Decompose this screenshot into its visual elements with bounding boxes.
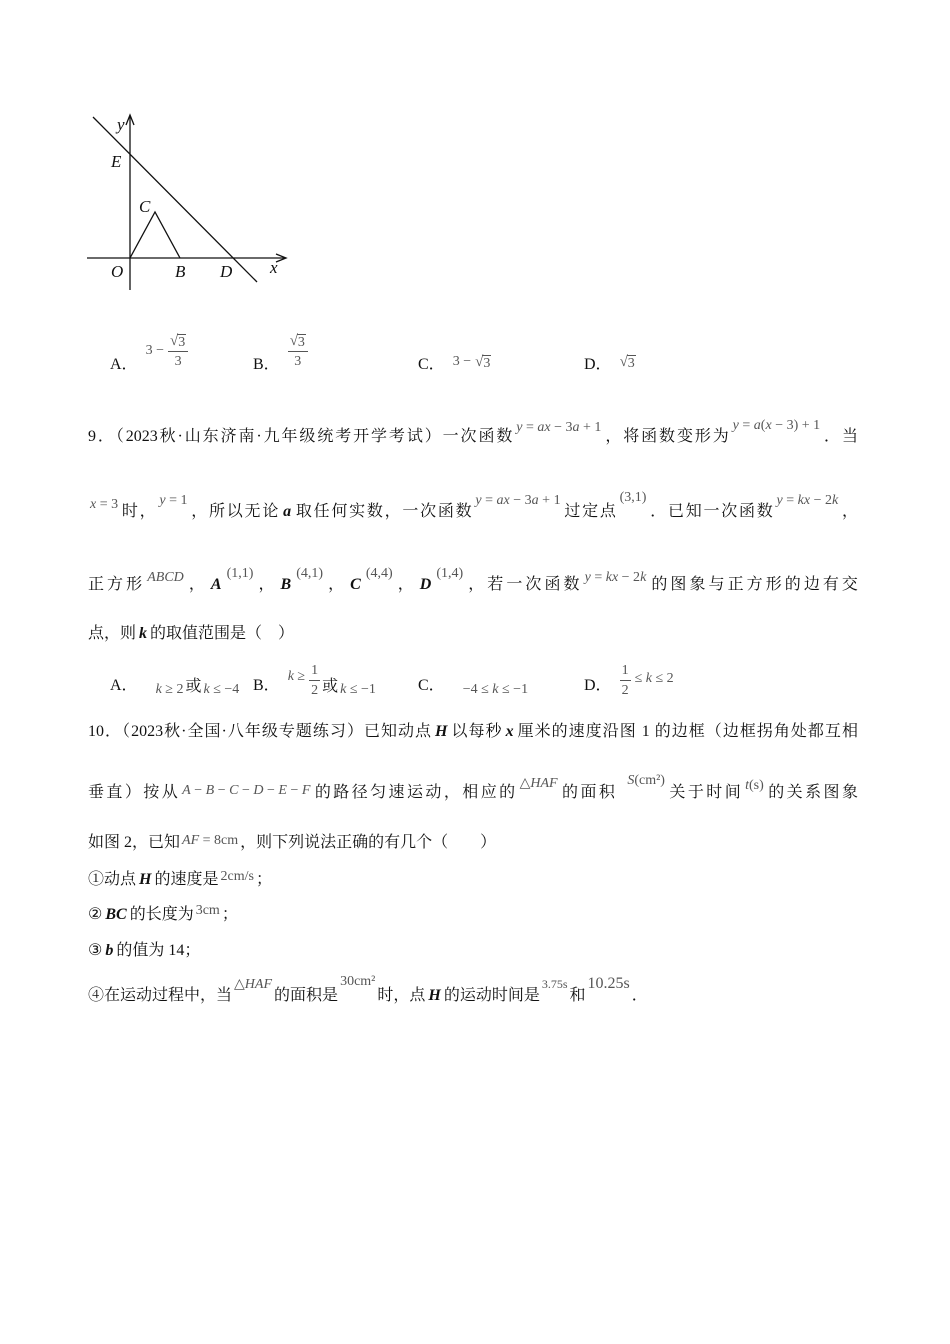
q9-line-1: [88, 418, 858, 448]
fraction-denominator: 2: [311, 682, 319, 698]
option-a-lead: 3 −: [145, 343, 164, 358]
q9-text: ．当: [822, 428, 858, 445]
q10-text: 以每秒: [450, 723, 503, 740]
q9-transformed-expression: y = a(x − 3) + 1: [732, 418, 821, 433]
option-label: C．: [418, 355, 445, 373]
option-a-condition-2: k ≤ −4: [203, 682, 240, 697]
q9-text: ．已知一次函数: [648, 503, 775, 520]
q9-text: ，若一次函数: [465, 576, 583, 593]
option-label: A．: [110, 676, 138, 694]
q10-point-h: H: [139, 871, 152, 888]
fraction-denominator: 3: [174, 353, 182, 369]
q9-text: 时，: [120, 503, 158, 520]
option-label: A．: [110, 355, 138, 373]
label-b: B: [175, 262, 186, 281]
q10-speed-value: 2cm/s: [220, 869, 254, 884]
q9-text: 一次函数: [442, 428, 515, 445]
q9-text: ，所以无论: [189, 503, 281, 520]
q10-statement-1: [88, 869, 858, 891]
q9-square-name: ABCD: [147, 570, 184, 585]
q9-point-c-coords: (4,4): [365, 566, 393, 581]
q9-variable-k: k: [139, 625, 148, 642]
q9-point-a: A: [210, 576, 222, 593]
q10-text: 关于时间: [666, 784, 744, 801]
q10-text: 厘米的速度沿图 1 的边框（边框拐角处都互相: [516, 723, 858, 740]
radicand: 3: [178, 334, 186, 350]
q10-area-symbol: [627, 772, 665, 790]
option-b-or: 或: [322, 677, 339, 695]
q9-text: ，: [394, 576, 417, 593]
q8-option-b: [253, 330, 310, 372]
q10-statement-4: [88, 974, 858, 1007]
q10-text: ；: [221, 906, 238, 923]
option-b-condition-1-lead: k ≥: [287, 669, 306, 684]
q10-segment-bc: BC: [105, 906, 127, 923]
q9-text: ，: [255, 576, 278, 593]
option-b-fraction: [288, 333, 308, 370]
q10-text: ④在运动过程中，当: [88, 987, 233, 1004]
fraction-denominator: 3: [294, 353, 302, 369]
q10-number: 10．: [88, 723, 123, 740]
q9-number: 9．: [88, 428, 116, 445]
q9-option-d: [584, 662, 676, 698]
label-e: E: [111, 152, 122, 171]
q9-fixed-point: (3,1): [619, 490, 647, 505]
q8-option-c: [418, 330, 493, 372]
option-label: B．: [253, 676, 280, 694]
time-variable: t: [745, 778, 750, 793]
option-a-condition-1: k ≥ 2: [155, 682, 184, 697]
q9-text: 的图象与正方形的边有交: [648, 576, 858, 593]
q10-triangle-haf: △HAF: [234, 977, 273, 992]
q10-text: 时，点: [377, 987, 426, 1004]
label-d: D: [220, 262, 233, 281]
radicand: 3: [483, 355, 491, 371]
q9-text: ，: [185, 576, 208, 593]
q9-line-4: [88, 623, 858, 645]
fraction-numerator: 1: [620, 662, 631, 681]
q10-text: ②: [88, 906, 103, 923]
q10-line-1: [88, 721, 858, 743]
q9-option-c: [418, 672, 530, 697]
q9-point-b: B: [280, 576, 292, 593]
q9-text: 点，则: [88, 625, 137, 642]
q9-text: ，: [840, 503, 858, 520]
option-a-fraction: [168, 333, 188, 370]
option-d-fraction: [620, 662, 631, 699]
af-unit: cm: [221, 833, 239, 848]
q9-text: 过定点: [562, 503, 618, 520]
option-b-condition-2: k ≤ −1: [340, 682, 376, 697]
q10-statement-3: [88, 940, 858, 962]
label-c: C: [139, 197, 151, 216]
q10-text: 的路径匀速运动，相应的: [312, 784, 518, 801]
label-o: O: [111, 262, 124, 281]
q9-line-3: [88, 566, 858, 596]
option-d-radical: [620, 354, 636, 371]
q10-time-value-1: 3.75s: [541, 977, 568, 991]
q10-text: 的关系图象: [765, 784, 858, 801]
q10-point-h: H: [435, 723, 448, 740]
label-x: x: [270, 258, 278, 277]
q9-function-expression: y = ax − 3a + 1: [475, 493, 561, 508]
q10-text: 如图 2，已知: [88, 834, 181, 851]
q8-option-a: [110, 330, 190, 372]
q10-text: 已知动点: [363, 723, 433, 740]
q9-line-2: [88, 490, 858, 523]
q9-y-value: y = 1: [159, 493, 188, 508]
q10-text: ③: [88, 942, 103, 959]
q9-variable-a: a: [283, 503, 292, 520]
q9-point-a-coords: (1,1): [226, 566, 254, 581]
fraction-numerator: 1: [309, 662, 320, 681]
af-equation: AF = 8: [182, 833, 222, 848]
q9-point-d: D: [419, 576, 432, 593]
q9-text: 正方形: [88, 576, 146, 593]
q10-text: 和: [569, 987, 586, 1004]
q9-point-b-coords: (4,1): [296, 566, 324, 581]
q10-area-value: 30cm²: [340, 974, 376, 989]
option-label: C．: [418, 676, 445, 694]
q9-function-kx: y = kx − 2k: [584, 570, 647, 585]
q8-option-d: [584, 330, 638, 372]
q9-point-c: C: [350, 576, 361, 593]
q9-text: ，: [325, 576, 348, 593]
option-c-condition: −4 ≤ k ≤ −1: [462, 682, 529, 697]
option-d-condition-tail: ≤ k ≤ 2: [634, 671, 674, 686]
triangle-ocb: [130, 212, 180, 258]
q10-af-length: [182, 832, 238, 850]
q10-text: ；: [255, 871, 272, 888]
q10-text: 的面积是: [274, 987, 339, 1004]
radicand: 3: [297, 334, 305, 350]
q9-text: ，将函数变形为: [603, 428, 731, 445]
q10-text: 垂直）按从: [88, 784, 181, 801]
q9-text: 的取值范围是（ ）: [150, 625, 295, 642]
area-unit: (cm²): [634, 773, 665, 788]
q9-function-kx: y = kx − 2k: [776, 493, 839, 508]
q10-variable-x: x: [505, 723, 514, 740]
q10-point-h: H: [428, 987, 441, 1004]
q10-time-value-2: 10.25s: [587, 975, 630, 992]
q10-time-symbol: [745, 777, 764, 795]
radicand: 3: [627, 355, 635, 371]
radical-sign: √: [169, 332, 179, 349]
option-label: D．: [584, 355, 612, 373]
area-variable: S: [627, 773, 635, 788]
q9-text: 取任何实数，一次函数: [294, 503, 474, 520]
q10-triangle-haf: △HAF: [519, 776, 558, 791]
q10-line-3: [88, 832, 858, 854]
q9-option-a: [110, 672, 241, 697]
q10-statement-2: [88, 904, 858, 926]
q9-source: （2023秋·山东济南·九年级统考开学考试）: [115, 428, 443, 445]
q10-text: 的速度是: [154, 871, 219, 888]
q10-text: 的长度为: [129, 906, 194, 923]
q10-text: 的值为 14；: [116, 942, 201, 959]
q10-text: ①动点: [88, 871, 137, 888]
q10-text: 的运动时间是: [443, 987, 540, 1004]
fraction-numerator: [168, 333, 188, 352]
option-a-or: 或: [185, 677, 202, 695]
radical-sign: √: [475, 353, 484, 370]
radical-sign: √: [619, 353, 628, 370]
q10-text: ．: [631, 987, 648, 1004]
radical-sign: √: [289, 332, 298, 349]
q10-text: ，则下列说法正确的有几个（ ）: [240, 834, 497, 851]
q10-path: A − B − C − D − E − F: [182, 783, 311, 798]
q9-function-expression: y = ax − 3a + 1: [516, 420, 602, 435]
q9-option-b: [253, 662, 378, 698]
q8-coordinate-figure: [80, 110, 300, 295]
q10-text: 的面积: [559, 784, 618, 801]
q9-x-value: x = 3: [90, 497, 119, 512]
q10-variable-b: b: [105, 942, 114, 959]
q10-source: （2023秋·全国·八年级专题练习）: [122, 723, 364, 740]
option-c-radical: [475, 354, 491, 371]
q9-point-d-coords: (1,4): [436, 566, 464, 581]
fraction-denominator: 2: [621, 682, 629, 698]
line-ed: [93, 117, 257, 282]
q10-line-2: [88, 773, 858, 804]
option-label: B．: [253, 355, 280, 373]
q10-bc-length: 3cm: [195, 903, 220, 918]
label-y: y: [117, 115, 125, 134]
option-c-lead: 3 −: [452, 354, 472, 369]
time-unit: (s): [749, 778, 764, 793]
fraction-numerator: [288, 333, 308, 352]
option-label: D．: [584, 676, 612, 694]
option-b-fraction: [309, 662, 320, 699]
